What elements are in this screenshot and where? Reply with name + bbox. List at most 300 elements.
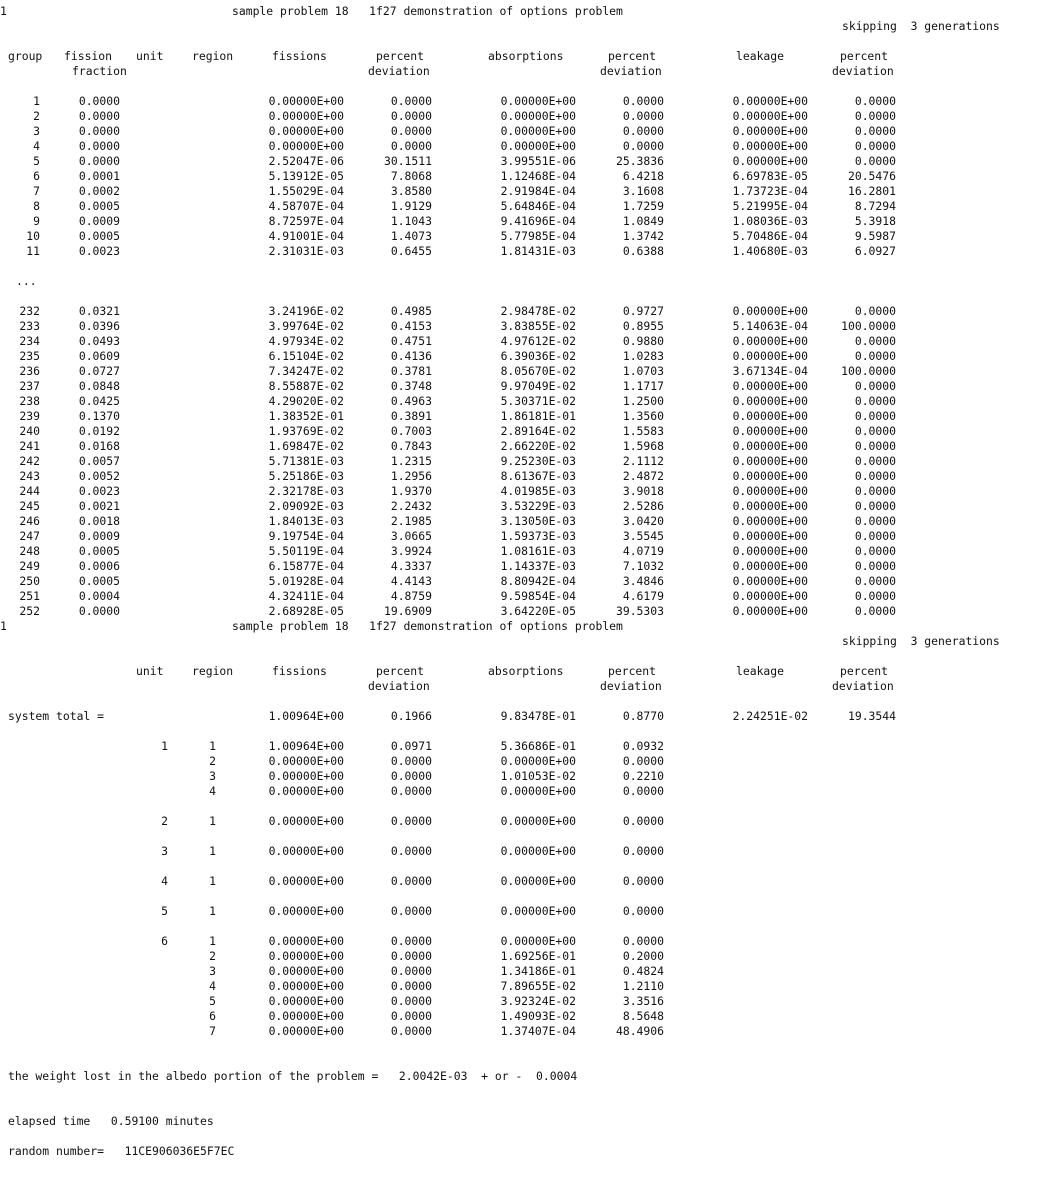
cell-absorptions: 9.97049E-02 [500,379,576,393]
header-absorptions: absorptions [488,664,564,678]
cell-fission-fraction: 0.0057 [78,454,120,468]
cell-fissions: 1.69847E-02 [268,439,344,453]
cell-absorptions: 5.30371E-02 [500,394,576,408]
page1-header-line-1 [0,49,1038,64]
cell-fissions-deviation: 0.0000 [390,949,432,963]
cell-fission-fraction: 0.0425 [78,394,120,408]
cell-leakage: 0.00000E+00 [732,154,808,168]
cell-absorptions: 5.77985E-04 [500,229,576,243]
cell-absorptions-deviation: 0.0000 [622,124,664,138]
cell-absorptions-deviation: 3.9018 [622,484,664,498]
cell-absorptions: 5.36686E-01 [500,739,576,753]
carriage-control: 1 [0,4,7,18]
cell-leakage-deviation: 0.0000 [854,454,896,468]
cell-group: 239 [19,409,40,423]
cell-fissions-deviation: 0.0000 [390,994,432,1008]
page2-title-line [0,619,1038,634]
cell-absorptions: 0.00000E+00 [500,814,576,828]
cell-leakage-deviation: 0.0000 [854,94,896,108]
cell-absorptions-deviation: 0.0932 [622,739,664,753]
group-row [0,139,1038,154]
cell-region: 7 [209,1024,216,1038]
cell-absorptions-deviation: 4.6179 [622,589,664,603]
cell-leakage-deviation: 0.0000 [854,379,896,393]
cell-absorptions: 2.89164E-02 [500,424,576,438]
cell-absorptions-deviation: 0.0000 [622,874,664,888]
cell-absorptions: 9.59854E-04 [500,589,576,603]
cell-group: 10 [26,229,40,243]
cell-fissions: 4.58707E-04 [268,199,344,213]
cell-fissions: 8.55887E-02 [268,379,344,393]
cell-region: 1 [209,739,216,753]
cell-fissions-deviation: 0.4751 [390,334,432,348]
header-deviation-leak: deviation [832,679,894,693]
cell-absorptions-deviation: 1.2110 [622,979,664,993]
cell-absorptions-deviation: 3.0420 [622,514,664,528]
cell-absorptions-deviation: 0.0000 [622,109,664,123]
header-region: region [192,664,234,678]
group-row [0,424,1038,439]
cell-fissions: 0.00000E+00 [268,109,344,123]
cell-unit: 4 [161,874,168,888]
cell-fission-fraction: 0.0609 [78,349,120,363]
cell-fissions: 4.91001E-04 [268,229,344,243]
cell-region: 4 [209,979,216,993]
header-fission: fission [64,49,113,63]
group-row [0,454,1038,469]
cell-fission-fraction: 0.0192 [78,424,120,438]
cell-absorptions-deviation: 48.4906 [615,1024,664,1038]
cell-fissions: 0.00000E+00 [268,94,344,108]
group-row [0,184,1038,199]
header-unit: unit [136,49,164,63]
cell-absorptions: 0.00000E+00 [500,904,576,918]
unit-region-row [0,1009,1038,1024]
cell-fissions-deviation: 0.7003 [390,424,432,438]
cell-absorptions-deviation: 39.5303 [615,604,664,618]
group-row [0,124,1038,139]
cell-fissions-deviation: 0.0971 [390,739,432,753]
cell-fissions-deviation: 0.3891 [390,409,432,423]
cell-fissions: 7.34247E-02 [268,364,344,378]
cell-leakage: 5.21995E-04 [732,199,808,213]
cell-absorptions: 4.01985E-03 [500,484,576,498]
system-total-label: system total = [8,709,105,723]
header-percent-fiss: percent [376,49,425,63]
cell-fissions: 0.00000E+00 [268,874,344,888]
cell-leakage-deviation: 0.0000 [854,109,896,123]
cell-absorptions: 0.00000E+00 [500,874,576,888]
cell-group: 4 [33,139,40,153]
cell-absorptions: 1.81431E-03 [500,244,576,258]
carriage-control: 1 [0,619,7,633]
cell-absorptions: 0.00000E+00 [500,124,576,138]
cell-absorptions-deviation: 0.0000 [622,934,664,948]
cell-fission-fraction: 0.0005 [78,229,120,243]
group-row [0,484,1038,499]
cell-leakage: 0.00000E+00 [732,529,808,543]
cell-absorptions-deviation: 7.1032 [622,559,664,573]
cell-fissions: 2.68928E-05 [268,604,344,618]
page1-skip-line [0,19,1038,34]
unit-region-row [0,784,1038,799]
ellipsis-line [0,274,1038,289]
cell-fissions: 4.97934E-02 [268,334,344,348]
cell-absorptions: 1.49093E-02 [500,1009,576,1023]
group-row [0,514,1038,529]
cell-fissions: 3.99764E-02 [268,319,344,333]
cell-leakage: 1.40680E-03 [732,244,808,258]
cell-fissions-deviation: 1.9370 [390,484,432,498]
header-deviation-abs: deviation [600,64,662,78]
header-deviation-abs: deviation [600,679,662,693]
cell-absorptions-deviation: 0.9880 [622,334,664,348]
cell-absorptions-deviation: 1.3560 [622,409,664,423]
cell-fission-fraction: 0.0006 [78,559,120,573]
system-total-leakage: 2.24251E-02 [732,709,808,723]
cell-absorptions: 1.69256E-01 [500,949,576,963]
problem-title: sample problem 18 1f27 demonstration of options problem [232,619,623,633]
cell-fissions: 2.31031E-03 [268,244,344,258]
cell-leakage-deviation: 0.0000 [854,439,896,453]
group-row [0,394,1038,409]
cell-group: 240 [19,424,40,438]
cell-leakage: 0.00000E+00 [732,379,808,393]
cell-absorptions: 3.99551E-06 [500,154,576,168]
group-row [0,409,1038,424]
cell-absorptions-deviation: 1.1717 [622,379,664,393]
unit-region-row [0,874,1038,889]
cell-leakage: 0.00000E+00 [732,409,808,423]
cell-fissions-deviation: 0.0000 [390,1024,432,1038]
cell-leakage-deviation: 0.0000 [854,139,896,153]
group-row [0,529,1038,544]
cell-absorptions: 4.97612E-02 [500,334,576,348]
group-row [0,604,1038,619]
cell-absorptions: 3.13050E-03 [500,514,576,528]
cell-absorptions-deviation: 0.0000 [622,754,664,768]
ellipsis: ... [16,274,37,288]
cell-group: 243 [19,469,40,483]
cell-fissions-deviation: 0.0000 [390,874,432,888]
cell-absorptions-deviation: 1.2500 [622,394,664,408]
cell-leakage-deviation: 100.0000 [841,319,896,333]
cell-fissions: 5.01928E-04 [268,574,344,588]
group-row [0,319,1038,334]
cell-fissions: 0.00000E+00 [268,994,344,1008]
cell-absorptions: 0.00000E+00 [500,754,576,768]
cell-absorptions-deviation: 3.3516 [622,994,664,1008]
cell-group: 248 [19,544,40,558]
cell-fission-fraction: 0.0000 [78,109,120,123]
cell-region: 1 [209,814,216,828]
cell-leakage-deviation: 0.0000 [854,529,896,543]
cell-absorptions-deviation: 0.0000 [622,814,664,828]
cell-leakage: 0.00000E+00 [732,514,808,528]
cell-leakage: 0.00000E+00 [732,124,808,138]
cell-group: 1 [33,94,40,108]
cell-fission-fraction: 0.0848 [78,379,120,393]
cell-unit: 2 [161,814,168,828]
cell-absorptions: 3.64220E-05 [500,604,576,618]
cell-group: 252 [19,604,40,618]
group-row [0,574,1038,589]
cell-leakage: 1.73723E-04 [732,184,808,198]
cell-absorptions-deviation: 1.7259 [622,199,664,213]
cell-leakage: 0.00000E+00 [732,439,808,453]
cell-fission-fraction: 0.0018 [78,514,120,528]
cell-fissions-deviation: 0.0000 [390,934,432,948]
cell-fissions-deviation: 0.0000 [390,109,432,123]
cell-fissions-deviation: 0.0000 [390,139,432,153]
cell-fissions-deviation: 3.0665 [390,529,432,543]
cell-region: 4 [209,784,216,798]
header-group: group [8,49,43,63]
cell-leakage: 0.00000E+00 [732,499,808,513]
header-percent-leak: percent [840,49,889,63]
problem-title: sample problem 18 1f27 demonstration of options problem [232,4,623,18]
cell-absorptions: 1.34186E-01 [500,964,576,978]
cell-absorptions-deviation: 0.6388 [622,244,664,258]
random-number: random number= 11CE906036E5F7EC [8,1144,235,1158]
header-deviation-fiss: deviation [368,64,430,78]
cell-absorptions-deviation: 8.5648 [622,1009,664,1023]
cell-absorptions-deviation: 3.5545 [622,529,664,543]
cell-group: 247 [19,529,40,543]
cell-leakage-deviation: 0.0000 [854,154,896,168]
cell-absorptions: 1.59373E-03 [500,529,576,543]
cell-unit: 1 [161,739,168,753]
header-percent-leak: percent [840,664,889,678]
cell-leakage: 6.69783E-05 [732,169,808,183]
unit-region-row [0,979,1038,994]
group-row [0,439,1038,454]
cell-absorptions-deviation: 1.0283 [622,349,664,363]
cell-fissions: 0.00000E+00 [268,814,344,828]
cell-fission-fraction: 0.0023 [78,484,120,498]
cell-group: 237 [19,379,40,393]
cell-fissions: 5.13912E-05 [268,169,344,183]
cell-fissions-deviation: 7.8068 [390,169,432,183]
group-row [0,589,1038,604]
group-row [0,229,1038,244]
cell-fissions-deviation: 30.1511 [383,154,432,168]
cell-absorptions-deviation: 1.3742 [622,229,664,243]
cell-absorptions-deviation: 6.4218 [622,169,664,183]
unit-region-row [0,844,1038,859]
cell-fissions: 1.93769E-02 [268,424,344,438]
unit-region-row [0,949,1038,964]
cell-fissions-deviation: 0.4963 [390,394,432,408]
group-row [0,304,1038,319]
cell-leakage-deviation: 0.0000 [854,349,896,363]
cell-absorptions-deviation: 0.0000 [622,844,664,858]
elapsed-line [0,1114,1038,1129]
unit-region-row [0,814,1038,829]
cell-fissions: 0.00000E+00 [268,1009,344,1023]
cell-fissions: 5.50119E-04 [268,544,344,558]
page1-header-line-2 [0,64,1038,79]
system-total-abs-dev: 0.8770 [622,709,664,723]
cell-fissions: 0.00000E+00 [268,949,344,963]
cell-absorptions-deviation: 25.3836 [615,154,664,168]
cell-fissions: 5.25186E-03 [268,469,344,483]
cell-fissions-deviation: 0.0000 [390,814,432,828]
cell-fissions-deviation: 4.3337 [390,559,432,573]
system-total-row [0,709,1038,724]
cell-fissions-deviation: 0.0000 [390,124,432,138]
cell-unit: 5 [161,904,168,918]
cell-leakage-deviation: 0.0000 [854,469,896,483]
cell-group: 241 [19,439,40,453]
header-fissions: fissions [272,664,327,678]
cell-leakage: 0.00000E+00 [732,469,808,483]
cell-fission-fraction: 0.0021 [78,499,120,513]
cell-absorptions-deviation: 0.0000 [622,139,664,153]
cell-fissions-deviation: 0.6455 [390,244,432,258]
cell-absorptions: 1.01053E-02 [500,769,576,783]
cell-leakage-deviation: 0.0000 [854,304,896,318]
header-unit: unit [136,664,164,678]
cell-absorptions-deviation: 0.0000 [622,94,664,108]
cell-fissions: 0.00000E+00 [268,769,344,783]
cell-absorptions-deviation: 0.0000 [622,784,664,798]
cell-fission-fraction: 0.0005 [78,544,120,558]
cell-leakage-deviation: 16.2801 [847,184,896,198]
system-total-fiss-dev: 0.1966 [390,709,432,723]
cell-absorptions-deviation: 0.8955 [622,319,664,333]
cell-fissions: 2.09092E-03 [268,499,344,513]
cell-fission-fraction: 0.0052 [78,469,120,483]
cell-fissions-deviation: 0.0000 [390,1009,432,1023]
cell-fissions-deviation: 1.2956 [390,469,432,483]
cell-absorptions-deviation: 1.5968 [622,439,664,453]
cell-group: 242 [19,454,40,468]
cell-group: 249 [19,559,40,573]
system-total-fissions: 1.00964E+00 [268,709,344,723]
cell-fission-fraction: 0.0004 [78,589,120,603]
cell-leakage-deviation: 0.0000 [854,514,896,528]
unit-region-row [0,964,1038,979]
system-total-absorptions: 9.83478E-01 [500,709,576,723]
cell-absorptions: 3.53229E-03 [500,499,576,513]
skip-generations: skipping 3 generations [842,19,1000,33]
cell-absorptions-deviation: 0.0000 [622,904,664,918]
cell-absorptions-deviation: 2.5286 [622,499,664,513]
cell-fission-fraction: 0.0168 [78,439,120,453]
cell-fissions-deviation: 0.0000 [390,904,432,918]
cell-group: 232 [19,304,40,318]
cell-fissions: 4.29020E-02 [268,394,344,408]
cell-region: 6 [209,1009,216,1023]
cell-fission-fraction: 0.0000 [78,124,120,138]
cell-leakage-deviation: 8.7294 [854,199,896,213]
cell-absorptions: 3.83855E-02 [500,319,576,333]
cell-fissions-deviation: 0.7843 [390,439,432,453]
cell-absorptions: 2.66220E-02 [500,439,576,453]
cell-absorptions-deviation: 0.2210 [622,769,664,783]
cell-fissions: 0.00000E+00 [268,754,344,768]
group-row [0,364,1038,379]
cell-fissions: 2.32178E-03 [268,484,344,498]
cell-fissions: 4.32411E-04 [268,589,344,603]
cell-fission-fraction: 0.0493 [78,334,120,348]
cell-absorptions: 7.89655E-02 [500,979,576,993]
group-row [0,214,1038,229]
cell-leakage: 0.00000E+00 [732,304,808,318]
cell-fission-fraction: 0.0727 [78,364,120,378]
cell-fission-fraction: 0.0000 [78,139,120,153]
cell-fissions-deviation: 4.8759 [390,589,432,603]
cell-leakage-deviation: 0.0000 [854,334,896,348]
cell-leakage-deviation: 6.0927 [854,244,896,258]
cell-absorptions: 1.12468E-04 [500,169,576,183]
cell-leakage: 0.00000E+00 [732,394,808,408]
cell-absorptions: 3.92324E-02 [500,994,576,1008]
cell-fissions: 2.52047E-06 [268,154,344,168]
header-leakage: leakage [736,49,785,63]
cell-fissions-deviation: 0.0000 [390,754,432,768]
cell-leakage: 0.00000E+00 [732,544,808,558]
cell-group: 236 [19,364,40,378]
cell-fissions: 1.84013E-03 [268,514,344,528]
cell-absorptions-deviation: 1.0849 [622,214,664,228]
group-row [0,199,1038,214]
group-row [0,109,1038,124]
cell-fissions: 1.00964E+00 [268,739,344,753]
cell-absorptions: 8.05670E-02 [500,364,576,378]
cell-fissions-deviation: 0.0000 [390,979,432,993]
cell-fissions-deviation: 0.4985 [390,304,432,318]
cell-group: 3 [33,124,40,138]
unit-region-row [0,934,1038,949]
cell-leakage: 0.00000E+00 [732,574,808,588]
cell-leakage: 0.00000E+00 [732,484,808,498]
cell-fissions-deviation: 0.0000 [390,769,432,783]
cell-fissions-deviation: 2.1985 [390,514,432,528]
cell-absorptions-deviation: 0.4824 [622,964,664,978]
cell-absorptions: 8.80942E-04 [500,574,576,588]
cell-fissions: 3.24196E-02 [268,304,344,318]
cell-fissions-deviation: 0.3781 [390,364,432,378]
cell-region: 1 [209,844,216,858]
group-row [0,169,1038,184]
cell-fissions: 0.00000E+00 [268,1024,344,1038]
cell-region: 5 [209,994,216,1008]
cell-absorptions: 9.25230E-03 [500,454,576,468]
cell-fission-fraction: 0.0396 [78,319,120,333]
cell-fissions: 0.00000E+00 [268,964,344,978]
cell-fissions-deviation: 2.2432 [390,499,432,513]
unit-region-row [0,994,1038,1009]
unit-region-row [0,739,1038,754]
cell-leakage: 0.00000E+00 [732,604,808,618]
cell-fissions-deviation: 19.6909 [383,604,432,618]
cell-fissions-deviation: 3.8580 [390,184,432,198]
group-row [0,544,1038,559]
cell-fissions: 0.00000E+00 [268,979,344,993]
cell-region: 3 [209,769,216,783]
cell-fissions: 9.19754E-04 [268,529,344,543]
header-leakage: leakage [736,664,785,678]
group-row [0,94,1038,109]
cell-fissions: 0.00000E+00 [268,784,344,798]
cell-leakage: 5.14063E-04 [732,319,808,333]
unit-region-row [0,754,1038,769]
cell-leakage-deviation: 0.0000 [854,394,896,408]
cell-absorptions: 6.39036E-02 [500,349,576,363]
cell-leakage: 1.08036E-03 [732,214,808,228]
